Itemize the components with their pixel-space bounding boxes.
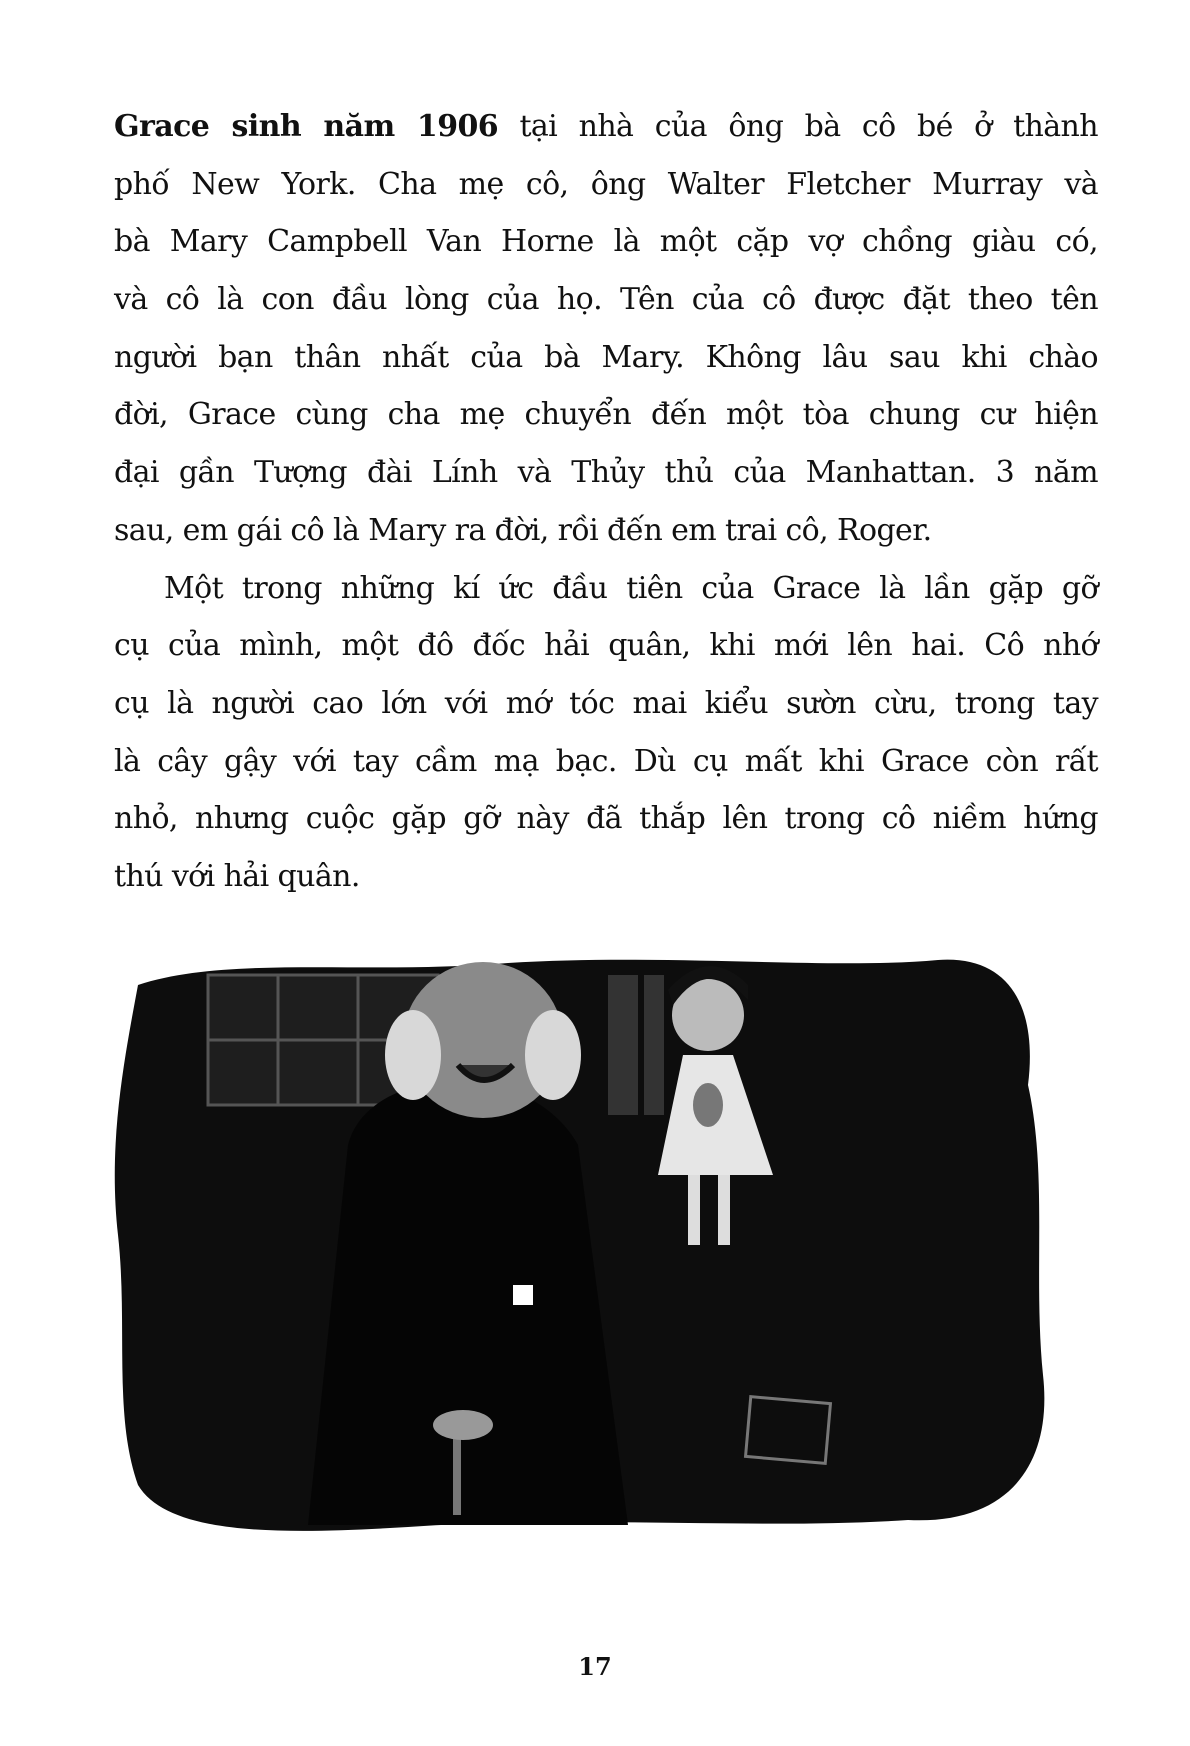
lead-bold-text: Grace sinh năm 1906 (114, 109, 499, 144)
curtain (608, 975, 664, 1115)
text-line: Grace sinh năm 1906 tại nhà của ông bà cô bé ở thành (114, 109, 1098, 144)
text-line: và cô là con đầu lòng của họ. Tên của cô được đặt theo tên (114, 282, 1098, 318)
text-line: đời, Grace cùng cha mẹ chuyển đến một tòa chung cư hiện (114, 397, 1098, 433)
text-line: cụ là người cao lớn với mớ tóc mai kiểu sườn cừu, trong tay (114, 685, 1098, 721)
text-line: người bạn thân nhất của bà Mary. Không lâu sau khi chào (114, 339, 1098, 375)
text-line: đại gần Tượng đài Lính và Thủy thủ của Manhattan. 3 năm (114, 455, 1098, 491)
body-text (114, 98, 1098, 906)
text-line: sau, em gái cô là Mary ra đời, rồi đến em trai cô, Roger. (114, 512, 932, 548)
text-line: cụ của mình, một đô đốc hải quân, khi mới lên hai. Cô nhớ (114, 628, 1098, 664)
text-line: thú với hải quân. (114, 858, 360, 894)
illustration-admiral-and-grace (108, 945, 1060, 1535)
text-line: bà Mary Campbell Van Horne là một cặp vợ chồng giàu có, (114, 224, 1098, 260)
paragraph-2 (114, 560, 1098, 906)
text-line: nhỏ, nhưng cuộc gặp gỡ này đã thắp lên trong cô niềm hứng (114, 801, 1098, 837)
text-line: là cây gậy với tay cầm mạ bạc. Dù cụ mất khi Grace còn rất (114, 743, 1098, 779)
paragraph-1 (114, 98, 1098, 560)
page-number: 17 (578, 1652, 612, 1681)
text-line: phố New York. Cha mẹ cô, ông Walter Fletcher Murray và (114, 166, 1098, 202)
text-line: Một trong những kí ức đầu tiên của Grace là lần gặp gỡ (164, 570, 1098, 606)
